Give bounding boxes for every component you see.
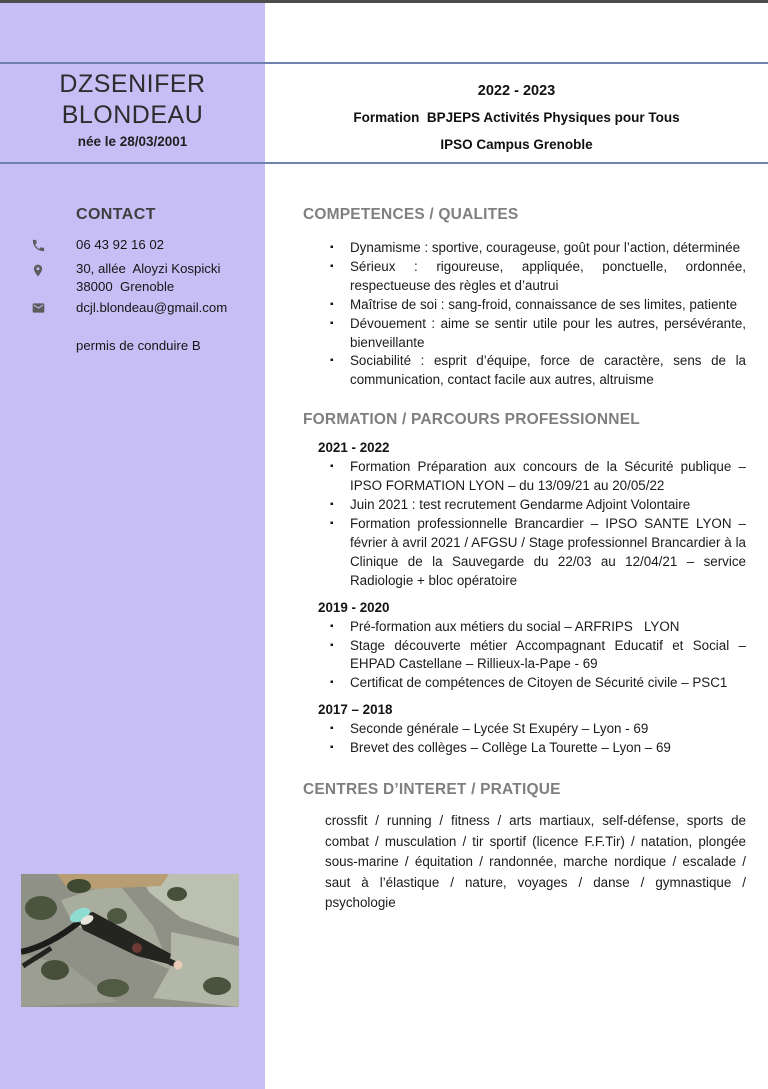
contact-title: CONTACT xyxy=(76,206,156,223)
address xyxy=(76,260,265,297)
bullet-icon: ▪ xyxy=(330,461,334,473)
name-block xyxy=(0,69,265,149)
main-column xyxy=(303,206,746,914)
formation-list-2019-2020 xyxy=(329,618,746,694)
bullet-icon: ▪ xyxy=(330,355,334,367)
bullet-icon: ▪ xyxy=(330,677,334,689)
bullet-icon: ▪ xyxy=(330,517,334,529)
envelope-icon xyxy=(0,299,76,315)
phone-icon xyxy=(0,236,76,253)
section-title-interests: CENTRES D’INTERET / PRATIQUE xyxy=(303,781,561,799)
formation-period: 2017 – 2018 xyxy=(318,702,393,718)
bullet-icon: ▪ xyxy=(330,723,334,735)
bullet-icon: ▪ xyxy=(330,742,334,754)
header-formation-title: Formation BPJEPS Activités Physiques pour Tous xyxy=(353,110,680,125)
contact-phone-row xyxy=(0,236,265,255)
list-item: ▪ Pré-formation aux métiers du social – ARFRIPS LYON xyxy=(329,618,746,637)
list-item: ▪ Sérieux : rigoureuse, appliquée, ponctuelle, ordonnée, respectueuse des règles et d’autrui xyxy=(330,258,746,293)
formation-list-2017-2018 xyxy=(329,720,746,758)
list-item: ▪ Juin 2021 : test recrutement Gendarme Adjoint Volontaire xyxy=(329,496,746,515)
list-item: ▪ Stage découverte métier Accompagnant Educatif et Social – EHPAD Castellane – Rillieux-la-Pape - 69 xyxy=(330,637,746,672)
formation-list-2021-2022 xyxy=(329,458,746,590)
competences-list xyxy=(329,239,746,390)
bullet-icon: ▪ xyxy=(330,639,334,651)
first-name: DZSENIFER xyxy=(59,70,206,98)
list-item: ▪ Certificat de compétences de Citoyen de Sécurité civile – PSC1 xyxy=(329,674,746,693)
email-address: dcjl.blondeau@gmail.com xyxy=(76,299,228,315)
location-pin-icon xyxy=(0,260,76,279)
header-campus: IPSO Campus Grenoble xyxy=(440,137,593,152)
list-item: ▪ Seconde générale – Lycée St Exupéry – Lyon - 69 xyxy=(329,720,746,739)
bullet-icon: ▪ xyxy=(330,260,334,272)
horizontal-rule-under-name xyxy=(0,162,768,164)
list-item: ▪ Sociabilité : esprit d’équipe, force de caractère, sens de la communication, contact facile aux autres, altruisme xyxy=(330,353,746,388)
list-item: ▪ Dynamisme : sportive, courageuse, goût pour l’action, déterminée xyxy=(329,239,746,258)
header-years: 2022 - 2023 xyxy=(477,83,556,99)
top-border-line xyxy=(0,0,768,3)
list-item: ▪ Formation professionnelle Brancardier – IPSO SANTE LYON – février à avril 2021 / AFGSU / Stage professionnel Brancardier à la Clinique de la Sauvegarde du 22/03 au 12/04/21 – service Radiologie + bloc opératoire xyxy=(330,515,746,588)
list-item: ▪ Maîtrise de soi : sang-froid, connaissance de ses limites, patiente xyxy=(329,296,746,315)
horizontal-rule-top xyxy=(0,62,768,64)
address-line-2: 38000 Grenoble xyxy=(76,279,175,294)
contact-rows xyxy=(0,236,265,353)
list-item: ▪ Formation Préparation aux concours de la Sécurité publique – IPSO FORMATION LYON – du 13/09/21 au 20/05/22 xyxy=(330,459,746,494)
list-item: ▪ Dévouement : aime se sentir utile pour les autres, persévérante, bienveillante xyxy=(330,315,746,350)
bullet-icon: ▪ xyxy=(330,620,334,632)
interests-text: crossfit / running / fitness / arts martiaux, self-défense, sports de combat / musculation / tir sportif (licence F.F.Tir) / natation, plongée sous-marine / équitation / randonnée, marche nordique / escalade / saut à l’élastique / nature, voyages / danse / gymnastique / psychologie xyxy=(325,813,746,911)
contact-email-row xyxy=(0,299,265,318)
last-name: BLONDEAU xyxy=(61,101,204,129)
phone-number: 06 43 92 16 02 xyxy=(76,237,164,252)
list-item: ▪ Brevet des collèges – Collège La Tourette – Lyon – 69 xyxy=(329,739,746,758)
formation-period: 2019 - 2020 xyxy=(318,599,390,615)
bullet-icon: ▪ xyxy=(330,317,334,329)
address-line-1: 30, allée Aloyzi Kospicki xyxy=(76,260,221,276)
section-title-formation: FORMATION / PARCOURS PROFESSIONNEL xyxy=(303,411,640,429)
birth-date: née le 28/03/2001 xyxy=(77,134,188,149)
section-title-competences: COMPETENCES / QUALITES xyxy=(303,206,519,223)
header-block xyxy=(265,83,768,152)
bungee-jump-photo xyxy=(21,874,239,1007)
bullet-icon: ▪ xyxy=(330,499,334,511)
bullet-icon: ▪ xyxy=(330,242,334,253)
formation-period: 2021 - 2022 xyxy=(318,440,390,456)
bullet-icon: ▪ xyxy=(330,298,334,310)
contact-address-row xyxy=(0,260,265,297)
driving-license: permis de conduire B xyxy=(76,338,201,353)
